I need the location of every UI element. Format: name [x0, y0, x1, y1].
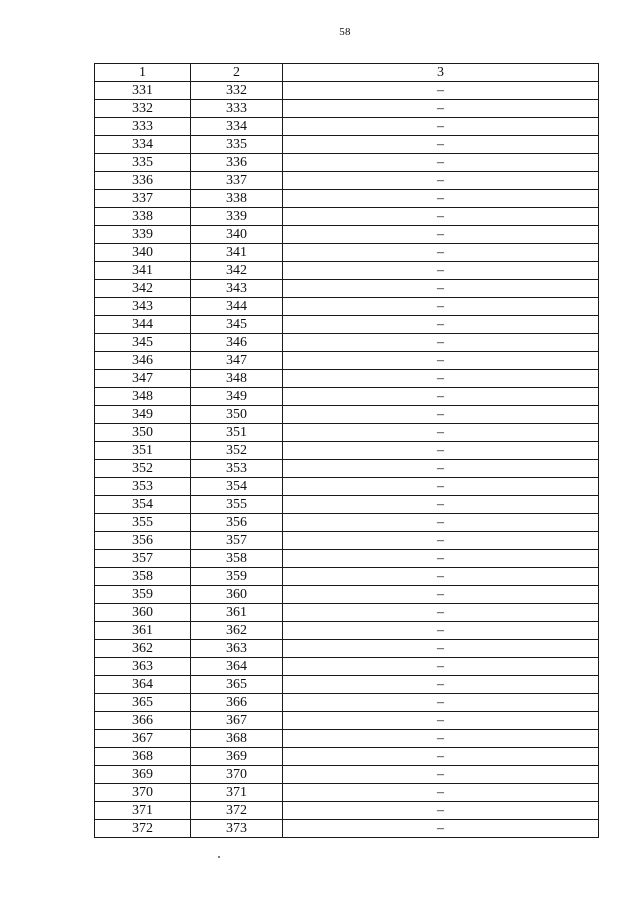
table-cell-col-2: 341	[191, 244, 283, 262]
table-cell-col-3: –	[283, 136, 599, 154]
table-cell-col-2: 355	[191, 496, 283, 514]
table-row	[95, 352, 599, 370]
table-cell-col-1: 369	[95, 766, 191, 784]
table-cell-col-1: 337	[95, 190, 191, 208]
table-cell-col-2: 358	[191, 550, 283, 568]
table-cell-col-2: 354	[191, 478, 283, 496]
table-row	[95, 460, 599, 478]
table-row	[95, 820, 599, 838]
table-cell-col-2: 332	[191, 82, 283, 100]
table-cell-col-1: 345	[95, 334, 191, 352]
table-row	[95, 100, 599, 118]
table-cell-col-1: 366	[95, 712, 191, 730]
table-row	[95, 244, 599, 262]
table-cell-col-3: –	[283, 748, 599, 766]
table-row	[95, 370, 599, 388]
table-cell-col-2: 365	[191, 676, 283, 694]
table-row	[95, 118, 599, 136]
table-cell-col-2: 370	[191, 766, 283, 784]
table-cell-col-1: 370	[95, 784, 191, 802]
stray-mark	[218, 856, 220, 858]
table-cell-col-1: 354	[95, 496, 191, 514]
table-cell-col-1: 349	[95, 406, 191, 424]
table-cell-col-1: 353	[95, 478, 191, 496]
table-cell-col-3: –	[283, 478, 599, 496]
table-row	[95, 604, 599, 622]
table-row	[95, 136, 599, 154]
table-cell-col-2: 345	[191, 316, 283, 334]
table-cell-col-2: 357	[191, 532, 283, 550]
table-cell-col-1: 333	[95, 118, 191, 136]
table-row	[95, 496, 599, 514]
table-cell-col-2: 333	[191, 100, 283, 118]
table-row	[95, 640, 599, 658]
table-cell-col-1: 332	[95, 100, 191, 118]
table-row	[95, 334, 599, 352]
table-body	[95, 82, 599, 838]
table-cell-col-1: 357	[95, 550, 191, 568]
table-cell-col-1: 358	[95, 568, 191, 586]
table-cell-col-2: 346	[191, 334, 283, 352]
table-cell-col-3: –	[283, 100, 599, 118]
table-cell-col-2: 352	[191, 442, 283, 460]
table-cell-col-3: –	[283, 82, 599, 100]
table-cell-col-1: 351	[95, 442, 191, 460]
table-cell-col-1: 362	[95, 640, 191, 658]
table-cell-col-2: 364	[191, 658, 283, 676]
table-row	[95, 622, 599, 640]
table-cell-col-1: 368	[95, 748, 191, 766]
table-cell-col-2: 356	[191, 514, 283, 532]
table-cell-col-1: 365	[95, 694, 191, 712]
table-row	[95, 478, 599, 496]
table-row	[95, 226, 599, 244]
table-row	[95, 154, 599, 172]
table-cell-col-2: 347	[191, 352, 283, 370]
table-row	[95, 784, 599, 802]
table-cell-col-2: 350	[191, 406, 283, 424]
table-cell-col-1: 346	[95, 352, 191, 370]
page-number: 58	[339, 26, 351, 38]
table-cell-col-2: 348	[191, 370, 283, 388]
table-row	[95, 298, 599, 316]
table-cell-col-2: 334	[191, 118, 283, 136]
table-cell-col-3: –	[283, 226, 599, 244]
table-row	[95, 190, 599, 208]
table-cell-col-1: 338	[95, 208, 191, 226]
table-cell-col-2: 371	[191, 784, 283, 802]
table-cell-col-3: –	[283, 730, 599, 748]
table-cell-col-3: –	[283, 676, 599, 694]
table-cell-col-1: 350	[95, 424, 191, 442]
table-cell-col-3: –	[283, 784, 599, 802]
table-cell-col-3: –	[283, 262, 599, 280]
table-cell-col-2: 337	[191, 172, 283, 190]
table-cell-col-3: –	[283, 622, 599, 640]
table-cell-col-1: 355	[95, 514, 191, 532]
table-cell-col-3: –	[283, 118, 599, 136]
table-cell-col-3: –	[283, 532, 599, 550]
table-row	[95, 550, 599, 568]
table-row	[95, 532, 599, 550]
table-row	[95, 568, 599, 586]
table-cell-col-3: –	[283, 496, 599, 514]
table-cell-col-3: –	[283, 442, 599, 460]
table-cell-col-2: 359	[191, 568, 283, 586]
table-cell-col-1: 359	[95, 586, 191, 604]
table-cell-col-3: –	[283, 388, 599, 406]
table-row	[95, 766, 599, 784]
table-cell-col-2: 367	[191, 712, 283, 730]
table-cell-col-3: –	[283, 712, 599, 730]
table-cell-col-3: –	[283, 334, 599, 352]
table-cell-col-1: 340	[95, 244, 191, 262]
table-cell-col-1: 348	[95, 388, 191, 406]
table-row	[95, 280, 599, 298]
table-cell-col-3: –	[283, 316, 599, 334]
table-row	[95, 172, 599, 190]
table-cell-col-2: 342	[191, 262, 283, 280]
table-cell-col-2: 339	[191, 208, 283, 226]
table-cell-col-3: –	[283, 190, 599, 208]
table-cell-col-1: 331	[95, 82, 191, 100]
table-cell-col-3: –	[283, 568, 599, 586]
table-cell-col-2: 335	[191, 136, 283, 154]
table-cell-col-1: 334	[95, 136, 191, 154]
table-cell-col-1: 372	[95, 820, 191, 838]
table-cell-col-3: –	[283, 694, 599, 712]
column-header-3: 3	[283, 64, 599, 82]
table-cell-col-1: 371	[95, 802, 191, 820]
table-row	[95, 802, 599, 820]
table-cell-col-2: 351	[191, 424, 283, 442]
table-cell-col-1: 335	[95, 154, 191, 172]
table-cell-col-3: –	[283, 154, 599, 172]
table-row	[95, 82, 599, 100]
table-cell-col-2: 343	[191, 280, 283, 298]
table-cell-col-2: 340	[191, 226, 283, 244]
table-cell-col-3: –	[283, 802, 599, 820]
table-cell-col-2: 373	[191, 820, 283, 838]
table-row	[95, 316, 599, 334]
table-row	[95, 262, 599, 280]
table-cell-col-2: 338	[191, 190, 283, 208]
table-cell-col-1: 336	[95, 172, 191, 190]
table-header-row	[95, 64, 599, 82]
table-cell-col-1: 343	[95, 298, 191, 316]
table-cell-col-2: 362	[191, 622, 283, 640]
column-header-2: 2	[191, 64, 283, 82]
table-cell-col-2: 366	[191, 694, 283, 712]
table-cell-col-1: 363	[95, 658, 191, 676]
data-table	[94, 63, 599, 838]
table-cell-col-3: –	[283, 658, 599, 676]
table-cell-col-2: 353	[191, 460, 283, 478]
table-row	[95, 694, 599, 712]
table-cell-col-3: –	[283, 424, 599, 442]
table-cell-col-2: 344	[191, 298, 283, 316]
column-header-1: 1	[95, 64, 191, 82]
table-cell-col-1: 342	[95, 280, 191, 298]
table-cell-col-3: –	[283, 370, 599, 388]
table-cell-col-1: 367	[95, 730, 191, 748]
table-cell-col-3: –	[283, 766, 599, 784]
table-cell-col-2: 349	[191, 388, 283, 406]
table-cell-col-2: 360	[191, 586, 283, 604]
table-cell-col-1: 339	[95, 226, 191, 244]
table-cell-col-2: 372	[191, 802, 283, 820]
table-cell-col-2: 368	[191, 730, 283, 748]
table-cell-col-2: 336	[191, 154, 283, 172]
table-row	[95, 658, 599, 676]
table-cell-col-3: –	[283, 514, 599, 532]
table-cell-col-3: –	[283, 460, 599, 478]
table-cell-col-1: 341	[95, 262, 191, 280]
table-row	[95, 514, 599, 532]
table-cell-col-2: 363	[191, 640, 283, 658]
table-cell-col-1: 352	[95, 460, 191, 478]
table-row	[95, 406, 599, 424]
table-cell-col-3: –	[283, 280, 599, 298]
table-cell-col-2: 369	[191, 748, 283, 766]
table-cell-col-1: 347	[95, 370, 191, 388]
table-cell-col-1: 344	[95, 316, 191, 334]
table-row	[95, 676, 599, 694]
table-cell-col-2: 361	[191, 604, 283, 622]
table-row	[95, 208, 599, 226]
table-row	[95, 730, 599, 748]
table-cell-col-3: –	[283, 172, 599, 190]
table-row	[95, 442, 599, 460]
table-cell-col-3: –	[283, 208, 599, 226]
table-row	[95, 424, 599, 442]
table-cell-col-3: –	[283, 352, 599, 370]
table-cell-col-3: –	[283, 586, 599, 604]
table-cell-col-3: –	[283, 604, 599, 622]
table-row	[95, 388, 599, 406]
table-cell-col-1: 364	[95, 676, 191, 694]
table-row	[95, 748, 599, 766]
table-cell-col-1: 356	[95, 532, 191, 550]
table-cell-col-3: –	[283, 550, 599, 568]
table-cell-col-1: 360	[95, 604, 191, 622]
table-row	[95, 712, 599, 730]
table-cell-col-3: –	[283, 406, 599, 424]
table-cell-col-3: –	[283, 244, 599, 262]
table-cell-col-3: –	[283, 298, 599, 316]
table-cell-col-3: –	[283, 640, 599, 658]
table-row	[95, 586, 599, 604]
table-cell-col-1: 361	[95, 622, 191, 640]
table-cell-col-3: –	[283, 820, 599, 838]
